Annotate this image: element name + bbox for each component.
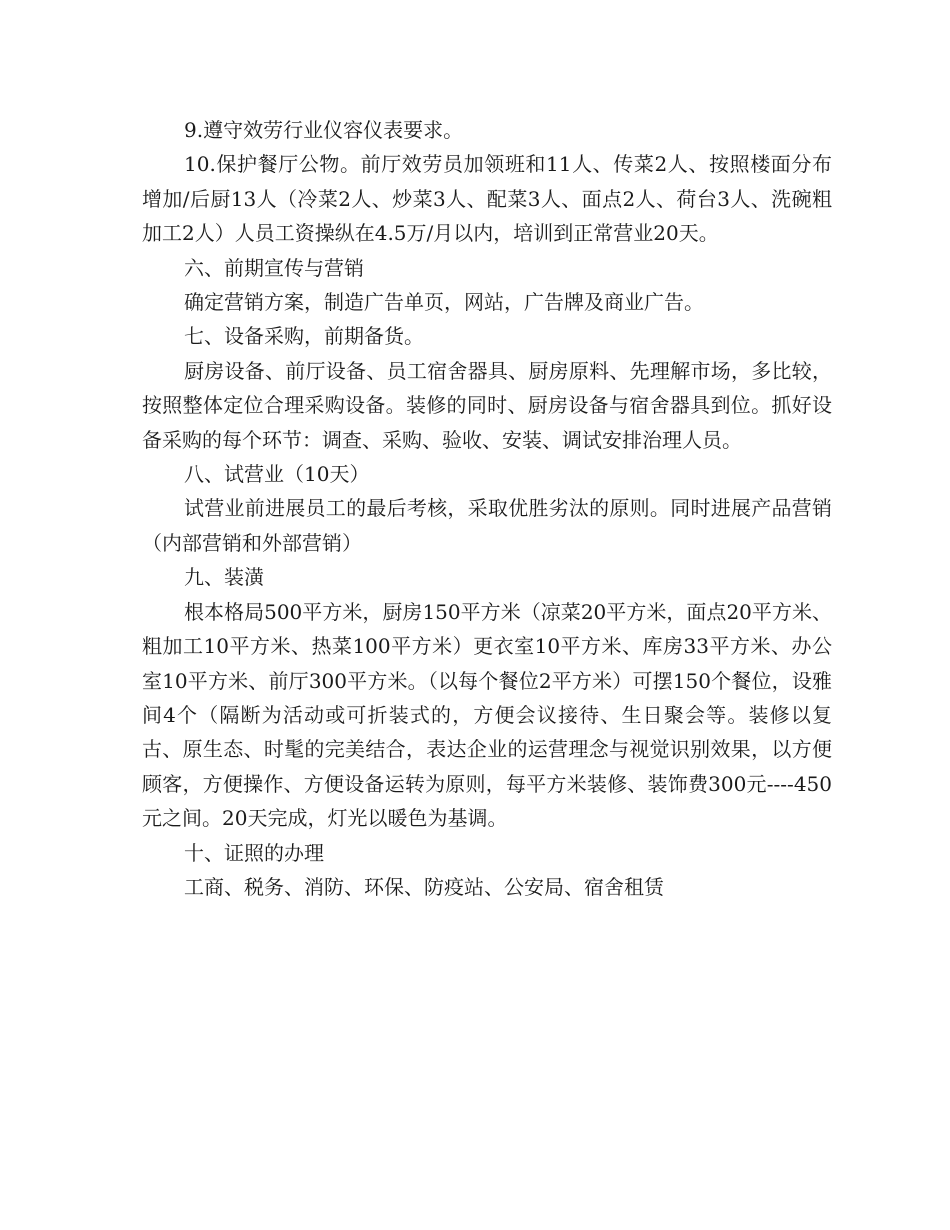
section-heading-trial-operation: 八、试营业（10天） xyxy=(184,462,370,487)
paragraph-trial-operation: 试营业前进展员工的最后考核，采取优胜劣汰的原则。同时进展产品营销（内部营销和外部营销） xyxy=(142,496,832,555)
paragraph-licenses: 工商、税务、消防、环保、防疫站、公安局、宿舍租赁 xyxy=(184,874,664,899)
paragraph-item-9: 9.遵守效劳行业仪容仪表要求。 xyxy=(184,118,464,142)
section-heading-promotion: 六、前期宣传与营销 xyxy=(184,255,364,280)
paragraph-procurement: 厨房设备、前厅设备、员工宿舍器具、厨房原料、先理解市场，多比较，按照整体定位合理采购设备。装修的同时、厨房设备与宿舍器具到位。抓好设备采购的每个环节：调查、采购、验收、安装、调试安排治理人员。 xyxy=(142,358,832,452)
paragraph-decoration: 根本格局500平方米，厨房150平方米（凉菜20平方米，面点20平方米、粗加工10平方米、热菜100平方米）更衣室10平方米、库房33平方米、办公室10平方米、前厅300平方米。（以每个餐位2平方米）可摆150个餐位，设雅间4个（隔断为活动或可折装式的，方便会议接待、生日聚会等。装修以复古、原生态、时髦的完美结合，表达企业的运营理念与视觉识别效果，以方便顾客，方便操作、方便设备运转为原则，每平方米装修、装饰费300元----450元之间。20天完成，灯光以暖色为基调。 xyxy=(142,599,832,831)
paragraph-promotion: 确定营销方案，制造广告单页，网站，广告牌及商业广告。 xyxy=(184,290,704,315)
paragraph-item-10-staffing: 10.保护餐厅公物。前厅效劳员加领班和11人、传菜2人、按照楼面分布增加/后厨13人（冷菜2人、炒菜3人、配菜3人、面点2人、荷台3人、洗碗粗加工2人）人员工资操纵在4.5万/月以内，培训到正常营业20天。 xyxy=(142,152,832,246)
section-heading-licenses: 十、证照的办理 xyxy=(184,840,324,865)
section-heading-decoration: 九、装潢 xyxy=(184,565,264,590)
document-page xyxy=(142,113,832,904)
section-heading-procurement: 七、设备采购，前期备货。 xyxy=(184,324,424,349)
